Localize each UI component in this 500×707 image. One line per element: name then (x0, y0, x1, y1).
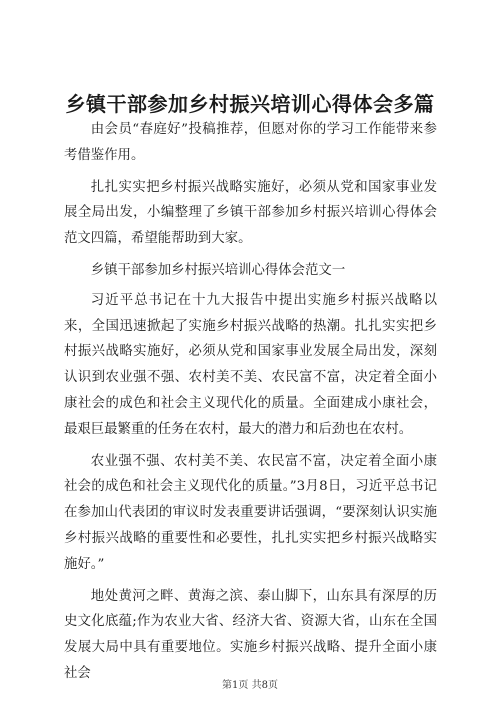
document-title: 乡镇干部参加乡村振兴培训心得体会多篇 (65, 92, 435, 116)
document-body (64, 117, 437, 693)
body-paragraph: 地处黄河之畔、黄海之滨、泰山脚下，山东具有深厚的历史文化底蕴;作为农业大省、经济大省、资源大省，山东在全国发展大局中具有重要地位。实施乡村振兴战略、提升全面小康社会 (64, 588, 437, 681)
section-heading: 乡镇干部参加乡村振兴培训心得体会范文一 (90, 262, 346, 278)
page-number-footer: 第1页 共8页 (222, 680, 278, 691)
intro-paragraph: 由会员“春庭好”投稿推荐，但愿对你的学习工作能带来参考借鉴作用。 (64, 122, 437, 163)
body-paragraph: 习近平总书记在十九大报告中提出实施乡村振兴战略以来，全国迅速掀起了实施乡村振兴战略的热潮。扎扎实实把乡村振兴战略实施好，必须从党和国家事业发展全局出发，深刻认识到农业强不强、农村美不美、农民富不富，决定着全面小康社会的成色和社会主义现代化的质量。全面建成小康社会，最艰巨最繁重的任务在农村，最大的潜力和后劲也在农村。 (64, 292, 437, 437)
summary-paragraph: 扎扎实实把乡村振兴战略实施好，必须从党和国家事业发展全局出发，小编整理了乡镇干部参加乡村振兴培训心得体会范文四篇，希望能帮助到大家。 (64, 179, 437, 247)
body-paragraph: 农业强不强、农村美不美、农民富不富，决定着全面小康社会的成色和社会主义现代化的质量。”3月8日，习近平总书记在参加山代表团的审议时发表重要讲话强调，“要深刻认识实施乡村振兴战略的重要性和必要性，扎扎实实把乡村振兴战略实施好。” (64, 453, 437, 572)
